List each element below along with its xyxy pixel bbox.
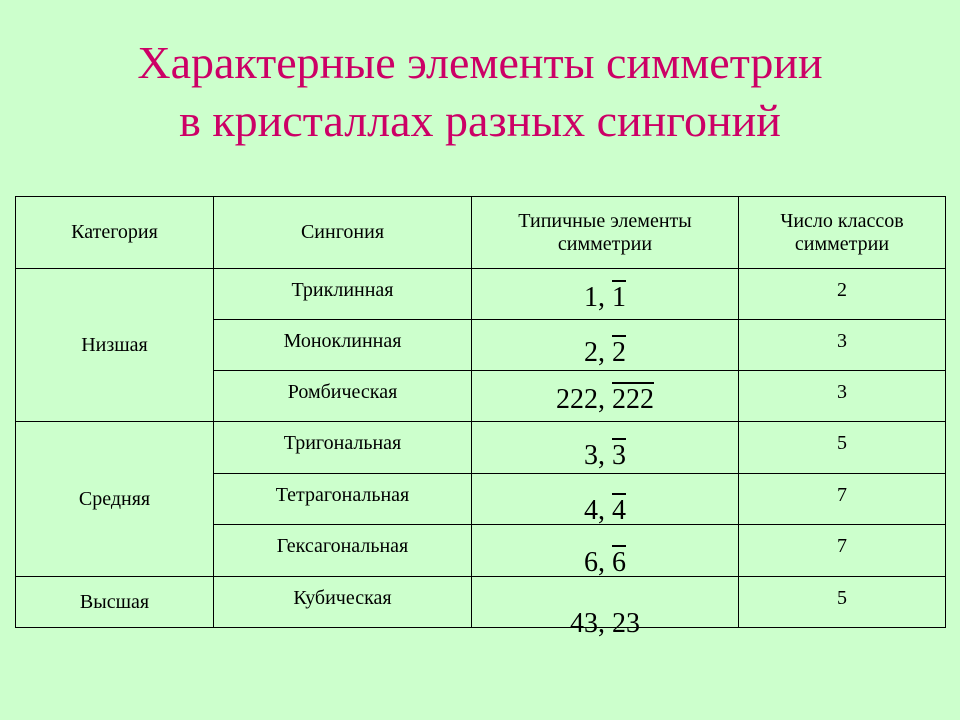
syngony-cell: Тригональная (214, 422, 472, 474)
symmetry-cell: 43, 23 (472, 577, 739, 628)
category-cell: Средняя (16, 422, 214, 577)
symmetry-cell: 222, 222 (472, 371, 739, 422)
class-count-cell: 7 (739, 525, 946, 577)
header-symmetry-elements: Типичные элементы симметрии (472, 197, 739, 269)
class-count-cell: 5 (739, 577, 946, 628)
class-count-cell: 3 (739, 320, 946, 371)
class-count-cell: 2 (739, 269, 946, 320)
syngony-cell: Тетрагональная (214, 474, 472, 525)
slide-title (0, 34, 960, 150)
title-line-2: в кристаллах разных сингоний (179, 95, 781, 146)
header-class-count: Число классов симметрии (739, 197, 946, 269)
syngony-cell: Триклинная (214, 269, 472, 320)
header-syngony: Сингония (214, 197, 472, 269)
symmetry-table (15, 196, 946, 639)
class-count-cell: 5 (739, 422, 946, 474)
symmetry-cell: 6, 6 (472, 525, 739, 577)
table-row (16, 269, 946, 320)
syngony-cell: Гексагональная (214, 525, 472, 577)
table-row (16, 422, 946, 474)
class-count-cell: 3 (739, 371, 946, 422)
category-cell: Низшая (16, 269, 214, 422)
syngony-cell: Кубическая (214, 577, 472, 628)
header-category: Категория (16, 197, 214, 269)
class-count-cell: 7 (739, 474, 946, 525)
syngony-cell: Моноклинная (214, 320, 472, 371)
symmetry-cell: 3, 3 (472, 422, 739, 474)
symmetry-cell: 2, 2 (472, 320, 739, 371)
title-line-1: Характерные элементы симметрии (137, 37, 823, 88)
category-cell: Высшая (16, 577, 214, 628)
header-row (16, 197, 946, 269)
symmetry-cell: 1, 1 (472, 269, 739, 320)
table-row (16, 577, 946, 628)
syngony-cell: Ромбическая (214, 371, 472, 422)
symmetry-cell: 4, 4 (472, 474, 739, 525)
